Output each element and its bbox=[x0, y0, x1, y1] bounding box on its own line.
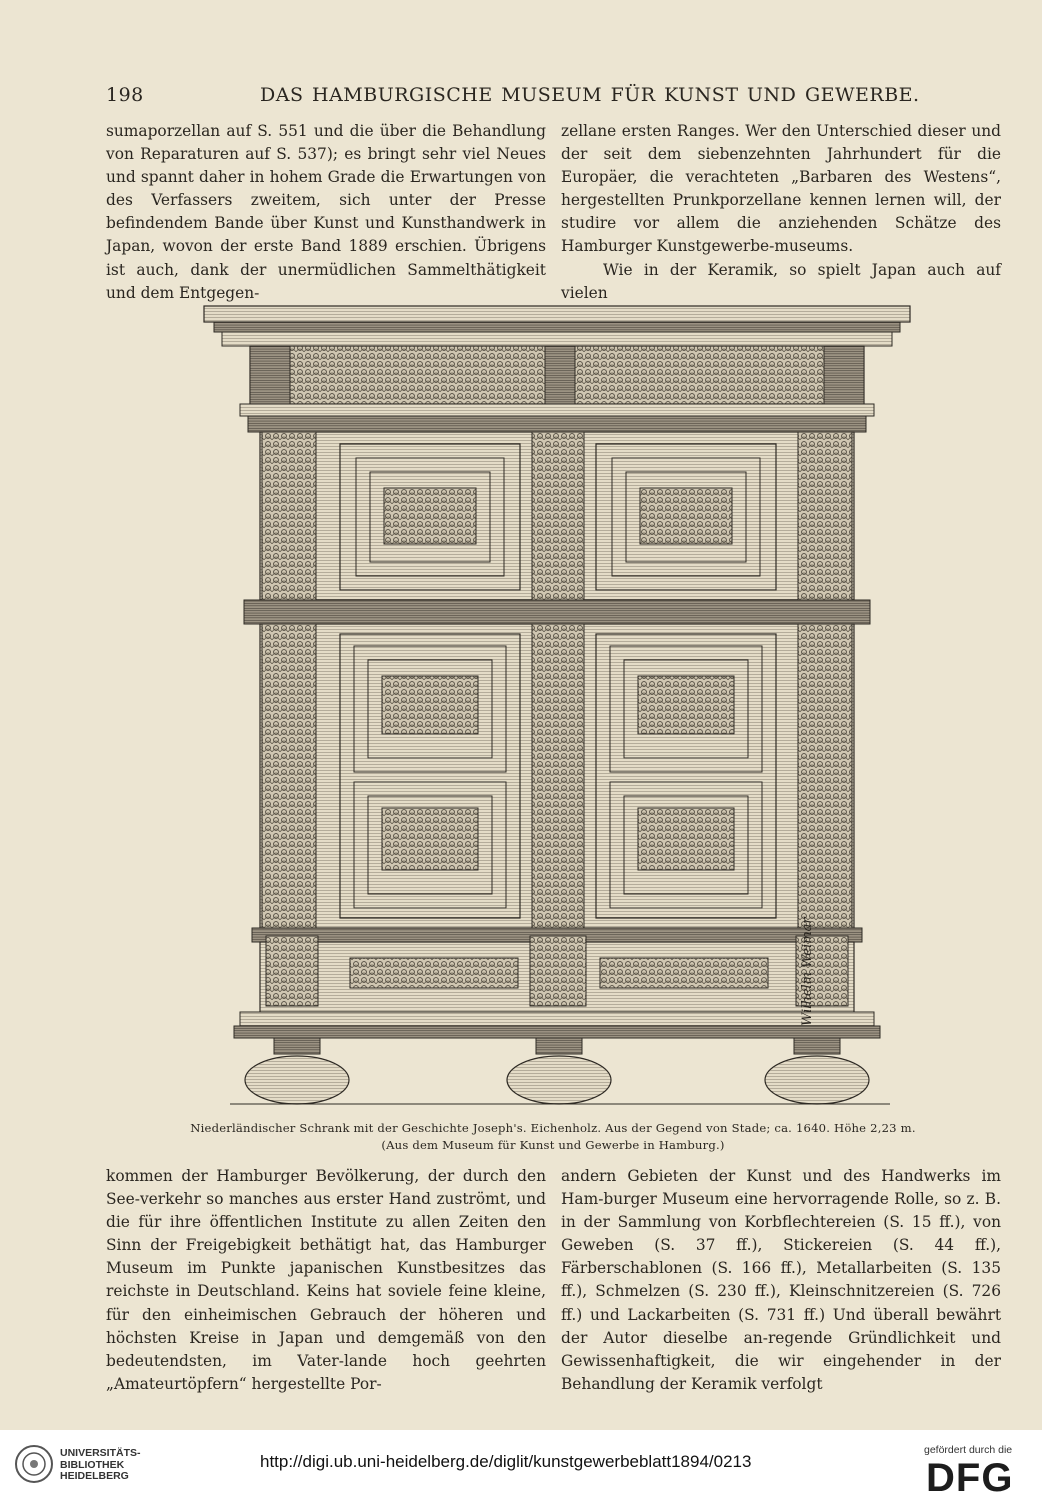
top-right-paragraph-1: zellane ersten Ranges. Wer den Unterschied dieser und der seit dem siebenzehnten Jahrhundert für die Europäer, die verachteten „Barbaren des Westens“, hergestellten Prunkporzellane kennen lernen will, der studire vor allem die anziehenden Schätze des Hamburger Kunstgewerbe-museums. bbox=[561, 122, 1001, 256]
institution-line-1: UNIVERSITÄTS- bbox=[60, 1447, 141, 1459]
bottom-left-paragraph: kommen der Hamburger Bevölkerung, der durch den See-verkehr so manches aus erster Hand zuströmt, und die für ihre öffentlichen Institute zu allen Zeiten den Sinn der Freigebigkeit bethätigt hat, das Hamburger Museum im Punkte japanischen Kunstbesitzes das reichste in Deutschland. Keins hat soviele feine kleine, für den einheimischen Gebrauch der höheren und höchsten Kreise in Japan und demgemäß von den bedeutendsten, im Vater-lande hoch geehrten „Amateurtöpfern“ hergestellte Por- bbox=[106, 1167, 546, 1393]
bottom-right-paragraph: andern Gebieten der Kunst und des Handwerks im Ham-burger Museum eine hervorragende Rolle, so z. B. in der Sammlung von Korbflechtereien (S. 15 ff.), von Geweben (S. 37 ff.), Stickereien (S. 44 ff.), Färberschablonen (S. 166 ff.), Metallarbeiten (S. 135 ff.), Schmelzen (S. 230 ff.), Kleinschnitzereien (S. 726 ff.) und Lackarbeiten (S. 731 ff.) Und überall bewährt der Autor dieselbe an-regende Gründlichkeit und Gewissenhaftigkeit, die wir eingehender in der Behandlung der Keramik verfolgt bbox=[561, 1167, 1001, 1393]
cabinet-illustration bbox=[200, 296, 914, 1116]
top-right-paragraph-2: Wie in der Keramik, so spielt Japan auch auf vielen bbox=[561, 260, 1001, 302]
bottom-left-column bbox=[106, 1165, 546, 1396]
institution-line-2: BIBLIOTHEK bbox=[60, 1458, 125, 1471]
dfg-logo: DFG bbox=[926, 1456, 1014, 1500]
figure-caption bbox=[106, 1120, 1000, 1154]
bottom-right-column bbox=[561, 1165, 1001, 1396]
top-left-column bbox=[106, 120, 546, 305]
top-right-column bbox=[561, 120, 1001, 305]
digitization-footer bbox=[0, 1430, 1042, 1509]
institution-line-3: HEIDELBERG bbox=[60, 1470, 129, 1482]
caption-line-2: (Aus dem Museum für Kunst und Gewerbe in Hamburg.) bbox=[381, 1138, 725, 1152]
university-seal-icon bbox=[14, 1444, 54, 1484]
digital-copy-link[interactable]: http://digi.ub.uni-heidelberg.de/diglit/kunstgewerbeblatt1894/0213 bbox=[260, 1452, 752, 1471]
funded-by-label: gefördert durch die bbox=[924, 1444, 1013, 1456]
caption-line-1: Niederländischer Schrank mit der Geschichte Joseph's. Eichenholz. Aus der Gegend von Stade; ca. 1640. Höhe 2,23 m. bbox=[190, 1121, 916, 1135]
top-left-paragraph: sumaporzellan auf S. 551 und die über die Behandlung von Reparaturen auf S. 537); es bringt sehr viel Neues und spannt daher in hohem Grade die Erwartungen von des Verfassers zweitem, sich unter der Presse befindendem Bande über Kunst und Kunsthandwerk in Japan, wovon der erste Band 1889 erschien. Übrigens ist auch, dank der unermüdlichen Sammelthätigkeit und dem Entgegen- bbox=[106, 122, 546, 302]
page-header bbox=[106, 84, 1000, 114]
engraver-signature: Wilhelm Weimar bbox=[800, 917, 815, 1026]
page-number: 198 bbox=[106, 84, 144, 106]
institution-name bbox=[60, 1448, 141, 1483]
running-head: DAS HAMBURGISCHE MUSEUM FÜR KUNST UND GEWERBE. bbox=[260, 84, 920, 106]
